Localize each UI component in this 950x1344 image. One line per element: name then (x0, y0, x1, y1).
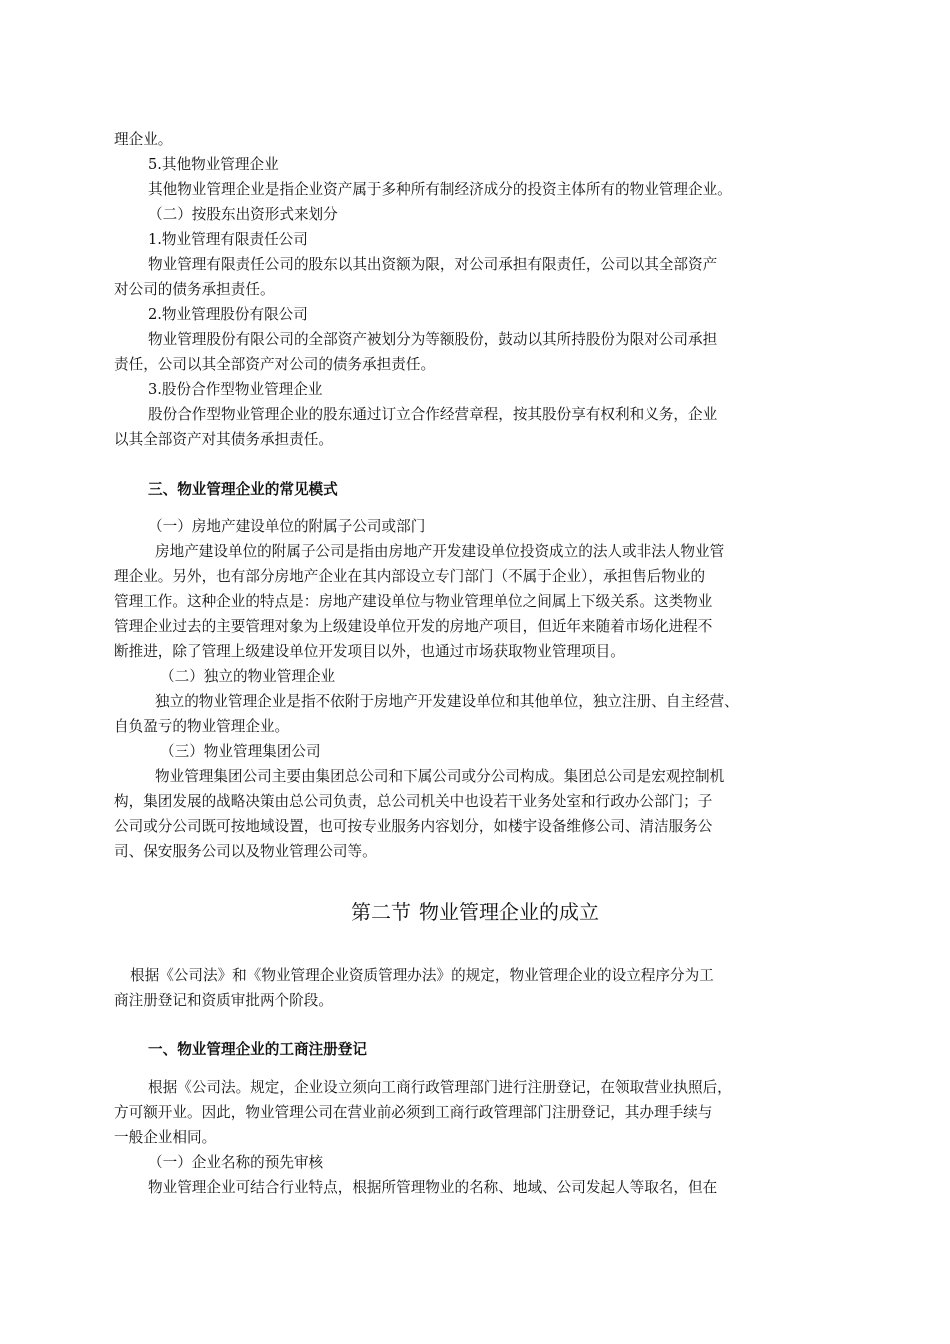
chapter-section-title (0, 898, 950, 926)
paragraph-line: 方可额开业。因此，物业管理公司在营业前必须到工商行政管理部门注册登记，其办理手续与 (114, 1104, 713, 1121)
paragraph-line: 管理工作。这种企业的特点是：房地产建设单位与物业管理单位之间属上下级关系。这类物业 (114, 593, 713, 610)
list-item-heading: 3.股份合作型物业管理企业 (148, 381, 323, 398)
paragraph-line: 物业管理集团公司主要由集团总公司和下属公司或分公司构成。集团总公司是宏观控制机 (155, 768, 725, 785)
section-name: 物业管理企业的成立 (419, 900, 599, 924)
subsection-heading: （三）物业管理集团公司 (160, 743, 321, 760)
list-item-heading: 1.物业管理有限责任公司 (148, 231, 308, 248)
subsection-heading: （二）按股东出资形式来划分 (148, 206, 338, 223)
paragraph-line: 根据《公司法》和《物业管理企业资质管理办法》的规定，物业管理企业的设立程序分为工 (130, 967, 714, 984)
paragraph-line: 责任，公司以其全部资产对公司的债务承担责任。 (114, 356, 436, 373)
list-item-heading: 2.物业管理股份有限公司 (148, 306, 308, 323)
paragraph-line: 司、保安服务公司以及物业管理公司等。 (114, 843, 377, 860)
paragraph-line: 管理企业过去的主要管理对象为上级建设单位开发的房地产项目，但近年来随着市场化进程不 (114, 618, 713, 635)
paragraph-line: 构，集团发展的战略决策由总公司负责，总公司机关中也设若干业务处室和行政办公部门；子 (114, 793, 713, 810)
paragraph-line: 商注册登记和资质审批两个阶段。 (114, 992, 333, 1009)
paragraph-line: 对公司的债务承担责任。 (114, 281, 275, 298)
paragraph-line: 房地产建设单位的附属子公司是指由房地产开发建设单位投资成立的法人或非法人物业管 (155, 543, 725, 560)
paragraph-line: 独立的物业管理企业是指不依附于房地产开发建设单位和其他单位，独立注册、自主经营、 (155, 693, 739, 710)
paragraph-line: 其他物业管理企业是指企业资产属于多种所有制经济成分的投资主体所有的物业管理企业。 (148, 181, 732, 198)
subsection-heading: （二）独立的物业管理企业 (160, 668, 336, 685)
paragraph-line: 物业管理企业可结合行业特点，根据所管理物业的名称、地域、公司发起人等取名，但在 (148, 1179, 718, 1196)
section-heading: 三、物业管理企业的常见模式 (148, 481, 338, 498)
paragraph-line: 物业管理股份有限公司的全部资产被划分为等额股份，鼓动以其所持股份为限对公司承担 (148, 331, 718, 348)
subsection-heading: （一）房地产建设单位的附属子公司或部门 (148, 518, 426, 535)
paragraph-line: 公司或分公司既可按地域设置，也可按专业服务内容划分，如楼宇设备维修公司、清洁服务公 (114, 818, 713, 835)
list-item-heading: 5.其他物业管理企业 (148, 156, 279, 173)
paragraph-line: 理企业。另外，也有部分房地产企业在其内部设立专门部门（不属于企业），承担售后物业的 (114, 568, 706, 585)
paragraph-line: 以其全部资产对其债务承担责任。 (114, 431, 333, 448)
section-number: 第二节 (351, 900, 411, 924)
paragraph-line: 理企业。 (114, 131, 173, 148)
section-heading: 一、物业管理企业的工商注册登记 (148, 1041, 367, 1058)
paragraph-line: 自负盈亏的物业管理企业。 (114, 718, 290, 735)
paragraph-line: 物业管理有限责任公司的股东以其出资额为限，对公司承担有限责任，公司以其全部资产 (148, 256, 718, 273)
paragraph-line: 根据《公司法。规定，企业设立须向工商行政管理部门进行注册登记，在领取营业执照后， (148, 1079, 732, 1096)
subsection-heading: （一）企业名称的预先审核 (148, 1154, 324, 1171)
paragraph-line: 一般企业相同。 (114, 1129, 217, 1146)
paragraph-line: 股份合作型物业管理企业的股东通过订立合作经营章程，按其股份享有权利和义务，企业 (148, 406, 718, 423)
paragraph-line: 断推进，除了管理上级建设单位开发项目以外，也通过市场获取物业管理项目。 (114, 643, 625, 660)
